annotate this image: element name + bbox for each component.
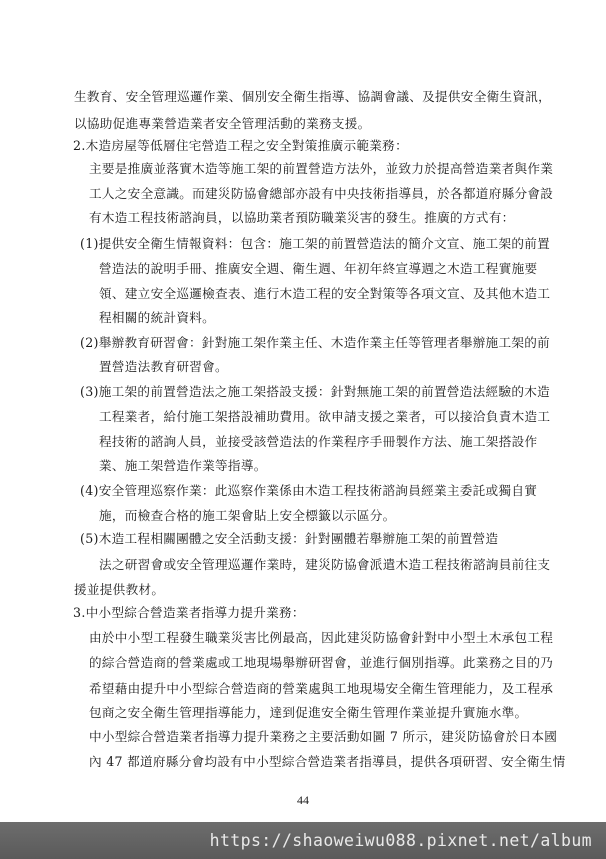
text-line: 程相關的統計資料。: [99, 310, 216, 325]
text-line: 由於中小型工程發生職業災害比例最高，因此建災防協會針對中小型土木承包工程: [89, 630, 554, 645]
list-item-3: (3)施工架的前置營造法之施工架搭設支援：針對無施工架的前置營造法經驗的木造: [80, 384, 551, 399]
list-item-5: (5)木造工程相關團體之安全活動支援：針對團體若舉辦施工架的前置營造: [80, 531, 499, 546]
text-line: 工程業者，給付施工架搭設補助費用。欲申請支援之業者，可以接洽負責木造工: [99, 409, 551, 424]
text-line: 施，而檢查合格的施工架會貼上安全標籤以示區分。: [99, 508, 396, 523]
text-line: 主要是推廣並落實木造等施工架的前置營造方法外，並致力於提高營造業者與作業: [89, 161, 554, 176]
section-heading-2: 2.木造房屋等低層住宅營造工程之安全對策推廣示範業務：: [73, 138, 408, 153]
watermark-bar: [0, 822, 606, 859]
text-line: 領、建立安全巡邏檢查表、進行木造工程的安全對策等各項文宣、及其他木造工: [99, 286, 551, 301]
text-line: 以協助促進專業營造業者安全管理活動的業務支援。: [74, 116, 371, 131]
text-line: 內 47 都道府縣分會均設有中小型綜合營造業者指導員，提供各項研習、安全衛生情: [89, 754, 566, 769]
text-line: 工人之安全意識。而建災防協會總部亦設有中央技術指導員，於各都道府縣分會設: [89, 186, 554, 201]
text-line: 程技術的諮詢人員，並接受該營造法的作業程序手冊製作方法、施工架搭設作: [99, 434, 538, 449]
text-line: 的綜合營造商的營業處或工地現場舉辦研習會，並進行個別指導。此業務之目的乃: [89, 655, 554, 670]
text-line: 希望藉由提升中小型綜合營造商的營業處與工地現場安全衛生管理能力，及工程承: [89, 681, 554, 696]
list-item-2: (2)舉辦教育研習會：針對施工架作業主任、木造作業主任等管理者舉辦施工架的前: [80, 335, 551, 350]
list-item-1: (1)提供安全衛生情報資料：包含：施工架的前置營造法的簡介文宣、施工架的前置: [80, 236, 551, 251]
text-line: 中小型綜合營造業者指導力提升業務之主要活動如圖 7 所示，建災防協會於日本國: [89, 729, 558, 744]
section-heading-3: 3.中小型綜合營造業者指導力提升業務：: [73, 605, 305, 620]
text-line: 營造法的說明手冊、推廣安全週、衛生週、年初年終宣導週之木造工程實施要: [99, 261, 538, 276]
text-line: 援並提供教材。: [74, 582, 165, 597]
page-number: 44: [297, 793, 309, 807]
text-line: 業、施工架營造作業等指導。: [99, 458, 267, 473]
watermark-url: https://shaoweiwu088.pixnet.net/album: [209, 831, 592, 850]
text-line: 法之研習會或安全管理巡邏作業時，建災防協會派遣木造工程技術諮詢員前往支: [99, 557, 551, 572]
list-item-4: (4)安全管理巡察作業：此巡察作業係由木造工程技術諮詢員經業主委託或獨自實: [80, 483, 538, 498]
text-line: 置營造法教育研習會。: [99, 359, 228, 374]
text-line: 有木造工程技術諮詢員，以協助業者預防職業災害的發生。推廣的方式有：: [89, 210, 515, 225]
text-line: 包商之安全衛生管理指導能力，達到促進安全衛生管理作業並提升實施水準。: [89, 705, 528, 720]
text-line: 生教育、安全管理巡邏作業、個別安全衛生指導、協調會議、及提供安全衛生資訊，: [74, 89, 552, 104]
